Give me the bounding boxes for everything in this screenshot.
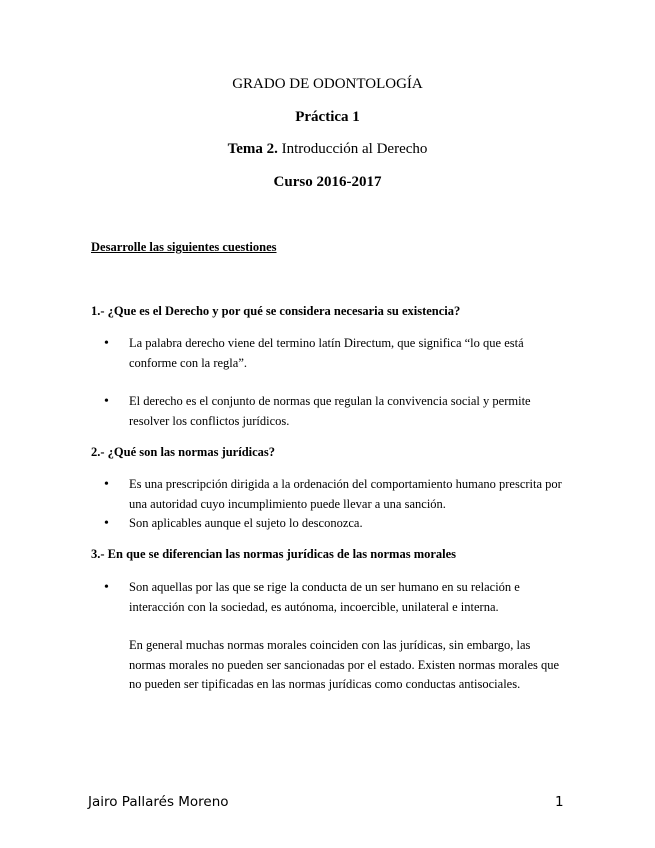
degree-title: GRADO DE ODONTOLOGÍA bbox=[232, 76, 423, 92]
topic-line bbox=[0, 141, 655, 158]
bullet-icon: • bbox=[104, 477, 109, 492]
instructions-heading: Desarrolle las siguientes cuestiones bbox=[91, 240, 277, 254]
answer-2-2: Son aplicables aunque el sujeto lo desconozca. bbox=[129, 516, 363, 530]
question-2-title: 2.- ¿Qué son las normas jurídicas? bbox=[91, 445, 276, 459]
question-1-title: 1.- ¿Que es el Derecho y por qué se considera necesaria su existencia? bbox=[91, 304, 461, 318]
topic-title: Introducción al Derecho bbox=[281, 141, 428, 157]
answer-2-1: Es una prescripción dirigida a la ordenación del comportamiento humano prescrita por una autoridad cuyo incumplimiento puede llevar a una sanción. bbox=[129, 477, 562, 511]
topic-label: Tema 2. bbox=[227, 141, 278, 157]
footer-page-number: 1 bbox=[555, 794, 564, 810]
answer-1-2: El derecho es el conjunto de normas que regulan la convivencia social y permite resolver los conflictos jurídicos. bbox=[129, 394, 531, 428]
bullet-icon: • bbox=[104, 580, 109, 595]
answer-1-1: La palabra derecho viene del termino latín Directum, que significa “lo que está conforme con la regla”. bbox=[129, 336, 524, 370]
course-title: Curso 2016-2017 bbox=[273, 174, 382, 190]
answer-3-extra-paragraph: En general muchas normas morales coinciden con las jurídicas, sin embargo, las normas morales no pueden ser sancionadas por el estado. Existen normas morales que no pueden ser tipificadas en las normas jurídicas como conductas antisociales. bbox=[129, 638, 560, 691]
bullet-icon: • bbox=[104, 336, 109, 351]
answer-3-1: Son aquellas por las que se rige la conducta de un ser humano en su relación e interacción con la sociedad, es autónoma, incoercible, unilateral e interna. bbox=[129, 580, 520, 614]
practice-title: Práctica 1 bbox=[295, 109, 360, 125]
bullet-icon: • bbox=[104, 394, 109, 409]
bullet-icon: • bbox=[104, 516, 109, 531]
footer-author: Jairo Pallarés Moreno bbox=[88, 794, 229, 810]
question-3-title: 3.- En que se diferencian las normas jurídicas de las normas morales bbox=[91, 547, 457, 561]
